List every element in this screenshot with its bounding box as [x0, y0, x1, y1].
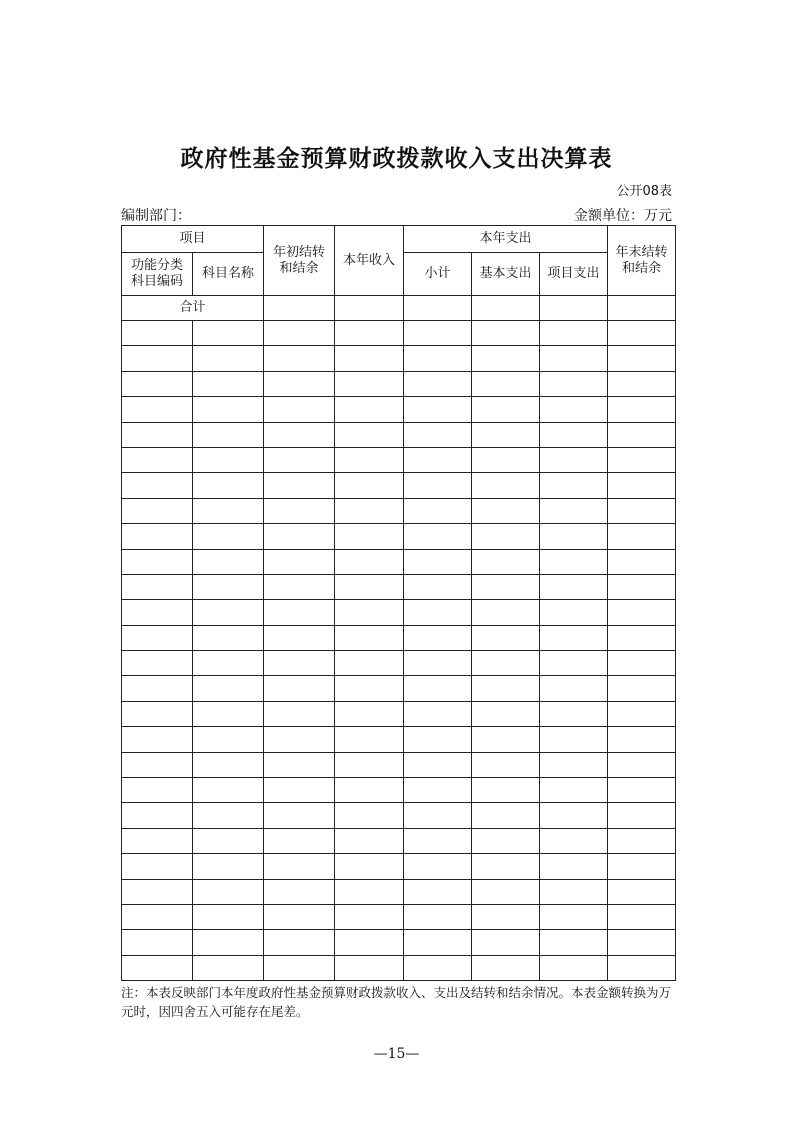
- table-cell: [335, 524, 404, 549]
- table-cell: [264, 371, 335, 396]
- table-cell: [608, 828, 676, 853]
- table-cell: [264, 651, 335, 676]
- table-cell: [335, 854, 404, 879]
- header-func-code: 功能分类 科目编码: [122, 253, 193, 296]
- table-cell: [193, 600, 264, 625]
- table-cell: [122, 625, 193, 650]
- table-cell: [472, 371, 540, 396]
- table-cell: [264, 828, 335, 853]
- table-cell: [540, 397, 608, 422]
- table-cell: [122, 498, 193, 523]
- table-row: [122, 727, 676, 752]
- table-cell: [472, 447, 540, 472]
- total-label: 合计: [122, 296, 264, 321]
- table-row: [122, 524, 676, 549]
- table-cell: [335, 473, 404, 498]
- table-cell: [540, 346, 608, 371]
- table-cell: [335, 600, 404, 625]
- table-cell: [193, 549, 264, 574]
- table-cell: [122, 904, 193, 929]
- table-cell: [608, 879, 676, 904]
- table-cell: [472, 549, 540, 574]
- table-cell: [540, 625, 608, 650]
- table-cell: [540, 498, 608, 523]
- table-cell: [335, 346, 404, 371]
- table-body: [122, 321, 676, 981]
- department-label: 编制部门：: [121, 208, 191, 224]
- table-cell: [122, 346, 193, 371]
- table-cell: [472, 727, 540, 752]
- table-cell: [264, 955, 335, 980]
- table-cell: [264, 321, 335, 346]
- budget-table: [121, 225, 676, 981]
- table-cell: [540, 447, 608, 472]
- table-cell: [122, 321, 193, 346]
- table-cell: [193, 447, 264, 472]
- table-cell: [404, 625, 472, 650]
- table-cell: [540, 651, 608, 676]
- header-item: 项目: [122, 226, 264, 253]
- table-cell: [122, 701, 193, 726]
- table-cell: [608, 447, 676, 472]
- table-row: [122, 930, 676, 955]
- table-cell: [608, 651, 676, 676]
- table-cell: [472, 397, 540, 422]
- table-cell: [264, 524, 335, 549]
- header-basic-exp: 基本支出: [472, 253, 540, 296]
- table-cell: [122, 371, 193, 396]
- table-row: [122, 625, 676, 650]
- total-row: [122, 296, 676, 321]
- table-cell: [608, 549, 676, 574]
- table-cell: [404, 498, 472, 523]
- table-cell: [193, 676, 264, 701]
- table-cell: [404, 752, 472, 777]
- table-cell: [608, 955, 676, 980]
- table-cell: [193, 321, 264, 346]
- table-cell: [404, 904, 472, 929]
- table-cell: [122, 397, 193, 422]
- table-cell: [404, 854, 472, 879]
- table-row: [122, 701, 676, 726]
- table-cell: [264, 904, 335, 929]
- table-cell: [264, 549, 335, 574]
- table-cell: [404, 397, 472, 422]
- table-cell: [122, 752, 193, 777]
- table-cell: [404, 371, 472, 396]
- table-cell: [193, 803, 264, 828]
- table-cell: [608, 803, 676, 828]
- table-cell: [608, 676, 676, 701]
- table-cell: [472, 600, 540, 625]
- table-cell: [193, 346, 264, 371]
- table-cell: [193, 828, 264, 853]
- table-cell: [122, 828, 193, 853]
- table-cell: [404, 473, 472, 498]
- table-cell: [122, 727, 193, 752]
- table-cell: [193, 498, 264, 523]
- table-row: [122, 549, 676, 574]
- table-cell: [264, 574, 335, 599]
- table-row: [122, 397, 676, 422]
- table-cell: [404, 803, 472, 828]
- table-cell: [540, 904, 608, 929]
- table-cell: [404, 651, 472, 676]
- table-cell: [335, 296, 404, 321]
- table-cell: [472, 955, 540, 980]
- table-row: [122, 371, 676, 396]
- footnote: 注：本表反映部门本年度政府性基金预算财政拨款收入、支出及结转和结余情况。本表金额转换为万元时，因四舍五入可能存在尾差。: [121, 985, 672, 1019]
- table-cell: [335, 447, 404, 472]
- table-cell: [472, 473, 540, 498]
- table-cell: [404, 600, 472, 625]
- table-cell: [540, 803, 608, 828]
- header-subject-name: 科目名称: [193, 253, 264, 296]
- table-row: [122, 676, 676, 701]
- table-cell: [335, 676, 404, 701]
- table-cell: [193, 524, 264, 549]
- table-cell: [122, 574, 193, 599]
- table-cell: [264, 346, 335, 371]
- table-cell: [540, 524, 608, 549]
- table-cell: [608, 574, 676, 599]
- table-row: [122, 574, 676, 599]
- table-cell: [193, 955, 264, 980]
- table-cell: [540, 828, 608, 853]
- table-cell: [193, 371, 264, 396]
- table-cell: [608, 397, 676, 422]
- table-cell: [540, 574, 608, 599]
- table-row: [122, 828, 676, 853]
- table-cell: [122, 803, 193, 828]
- table-cell: [472, 321, 540, 346]
- table-cell: [122, 422, 193, 447]
- table-cell: [122, 549, 193, 574]
- table-cell: [193, 397, 264, 422]
- table-cell: [540, 955, 608, 980]
- table-row: [122, 778, 676, 803]
- table-cell: [608, 600, 676, 625]
- table-cell: [404, 549, 472, 574]
- table-cell: [472, 676, 540, 701]
- table-cell: [335, 549, 404, 574]
- table-cell: [193, 701, 264, 726]
- table-cell: [264, 727, 335, 752]
- table-cell: [264, 397, 335, 422]
- table-cell: [404, 321, 472, 346]
- table-cell: [264, 473, 335, 498]
- table-cell: [608, 296, 676, 321]
- table-row: [122, 321, 676, 346]
- table-cell: [404, 727, 472, 752]
- table-cell: [122, 524, 193, 549]
- table-cell: [193, 473, 264, 498]
- table-cell: [193, 752, 264, 777]
- table-cell: [472, 625, 540, 650]
- table-cell: [540, 296, 608, 321]
- table-cell: [335, 625, 404, 650]
- table-cell: [335, 498, 404, 523]
- header-closing-balance: 年末结转 和结余: [608, 226, 676, 296]
- table-cell: [540, 600, 608, 625]
- table-cell: [608, 498, 676, 523]
- table-cell: [122, 473, 193, 498]
- table-cell: [404, 346, 472, 371]
- table-cell: [608, 854, 676, 879]
- table-cell: [608, 930, 676, 955]
- table-cell: [335, 955, 404, 980]
- header-income: 本年收入: [335, 226, 404, 296]
- table-cell: [335, 321, 404, 346]
- table-cell: [335, 930, 404, 955]
- table-cell: [472, 828, 540, 853]
- table-cell: [335, 904, 404, 929]
- table-cell: [404, 676, 472, 701]
- table-cell: [472, 803, 540, 828]
- table-cell: [404, 930, 472, 955]
- table-cell: [264, 752, 335, 777]
- header-project-exp: 项目支出: [540, 253, 608, 296]
- table-row: [122, 473, 676, 498]
- table-cell: [608, 346, 676, 371]
- table-cell: [335, 778, 404, 803]
- table-cell: [122, 600, 193, 625]
- unit-label: 金额单位：万元: [574, 208, 672, 224]
- table-row: [122, 346, 676, 371]
- table-cell: [335, 422, 404, 447]
- table-cell: [540, 422, 608, 447]
- table-cell: [122, 676, 193, 701]
- table-cell: [193, 904, 264, 929]
- table-cell: [264, 803, 335, 828]
- table-cell: [122, 651, 193, 676]
- table-row: [122, 854, 676, 879]
- table-cell: [335, 371, 404, 396]
- table-cell: [404, 422, 472, 447]
- table-cell: [608, 473, 676, 498]
- table-cell: [264, 422, 335, 447]
- table-cell: [472, 651, 540, 676]
- table-cell: [193, 879, 264, 904]
- table-cell: [472, 524, 540, 549]
- table-cell: [608, 701, 676, 726]
- table-cell: [608, 778, 676, 803]
- table-cell: [472, 574, 540, 599]
- table-cell: [264, 778, 335, 803]
- table-cell: [193, 625, 264, 650]
- table-cell: [264, 447, 335, 472]
- table-cell: [335, 803, 404, 828]
- header-expenditure: 本年支出: [404, 226, 608, 253]
- table-cell: [404, 447, 472, 472]
- table-cell: [264, 625, 335, 650]
- table-row: [122, 651, 676, 676]
- form-number: 公开08表: [616, 184, 672, 199]
- table-cell: [472, 854, 540, 879]
- table-cell: [264, 498, 335, 523]
- table-cell: [404, 701, 472, 726]
- table-cell: [540, 321, 608, 346]
- table-cell: [608, 727, 676, 752]
- table-cell: [608, 422, 676, 447]
- table-row: [122, 600, 676, 625]
- table-cell: [540, 854, 608, 879]
- header-subtotal: 小计: [404, 253, 472, 296]
- page-title: 政府性基金预算财政拨款收入支出决算表: [180, 146, 613, 172]
- table-cell: [335, 397, 404, 422]
- table-cell: [540, 549, 608, 574]
- table-cell: [404, 879, 472, 904]
- table-cell: [335, 828, 404, 853]
- table-cell: [608, 321, 676, 346]
- table-cell: [193, 854, 264, 879]
- table-cell: [540, 676, 608, 701]
- table-cell: [122, 955, 193, 980]
- table-cell: [122, 778, 193, 803]
- table-cell: [193, 574, 264, 599]
- table-cell: [608, 752, 676, 777]
- table-cell: [193, 778, 264, 803]
- table-cell: [122, 854, 193, 879]
- table-cell: [472, 879, 540, 904]
- table-row: [122, 447, 676, 472]
- table-cell: [193, 727, 264, 752]
- table-cell: [472, 346, 540, 371]
- table-cell: [335, 879, 404, 904]
- table-cell: [540, 701, 608, 726]
- table-cell: [264, 701, 335, 726]
- table-cell: [264, 296, 335, 321]
- table-row: [122, 422, 676, 447]
- table-cell: [264, 676, 335, 701]
- table-cell: [122, 930, 193, 955]
- table-cell: [472, 752, 540, 777]
- table-cell: [335, 651, 404, 676]
- table-row: [122, 879, 676, 904]
- header-opening-balance: 年初结转 和结余: [264, 226, 335, 296]
- table-cell: [264, 600, 335, 625]
- table-cell: [472, 498, 540, 523]
- table-cell: [122, 879, 193, 904]
- table-cell: [608, 904, 676, 929]
- page-number: —15—: [373, 1046, 420, 1062]
- table-cell: [540, 752, 608, 777]
- table-cell: [472, 296, 540, 321]
- table-row: [122, 803, 676, 828]
- table-cell: [404, 524, 472, 549]
- table-cell: [472, 701, 540, 726]
- table-cell: [264, 854, 335, 879]
- table-cell: [264, 879, 335, 904]
- table-cell: [264, 930, 335, 955]
- table-cell: [193, 651, 264, 676]
- table-cell: [540, 778, 608, 803]
- table-cell: [472, 904, 540, 929]
- table-row: [122, 955, 676, 980]
- table-cell: [193, 422, 264, 447]
- table-cell: [472, 422, 540, 447]
- table-cell: [608, 524, 676, 549]
- table-cell: [404, 778, 472, 803]
- table-cell: [335, 574, 404, 599]
- table-cell: [335, 727, 404, 752]
- table-cell: [335, 752, 404, 777]
- table-cell: [608, 371, 676, 396]
- table-cell: [540, 473, 608, 498]
- table-cell: [472, 778, 540, 803]
- table-cell: [122, 447, 193, 472]
- table-cell: [540, 930, 608, 955]
- table-row: [122, 498, 676, 523]
- table-row: [122, 752, 676, 777]
- table-row: [122, 904, 676, 929]
- table-cell: [193, 930, 264, 955]
- table-cell: [608, 625, 676, 650]
- table-cell: [540, 371, 608, 396]
- table-cell: [472, 930, 540, 955]
- table-cell: [404, 574, 472, 599]
- table-cell: [335, 701, 404, 726]
- table-cell: [404, 296, 472, 321]
- table-cell: [540, 727, 608, 752]
- table-cell: [540, 879, 608, 904]
- table-cell: [404, 828, 472, 853]
- table-cell: [404, 955, 472, 980]
